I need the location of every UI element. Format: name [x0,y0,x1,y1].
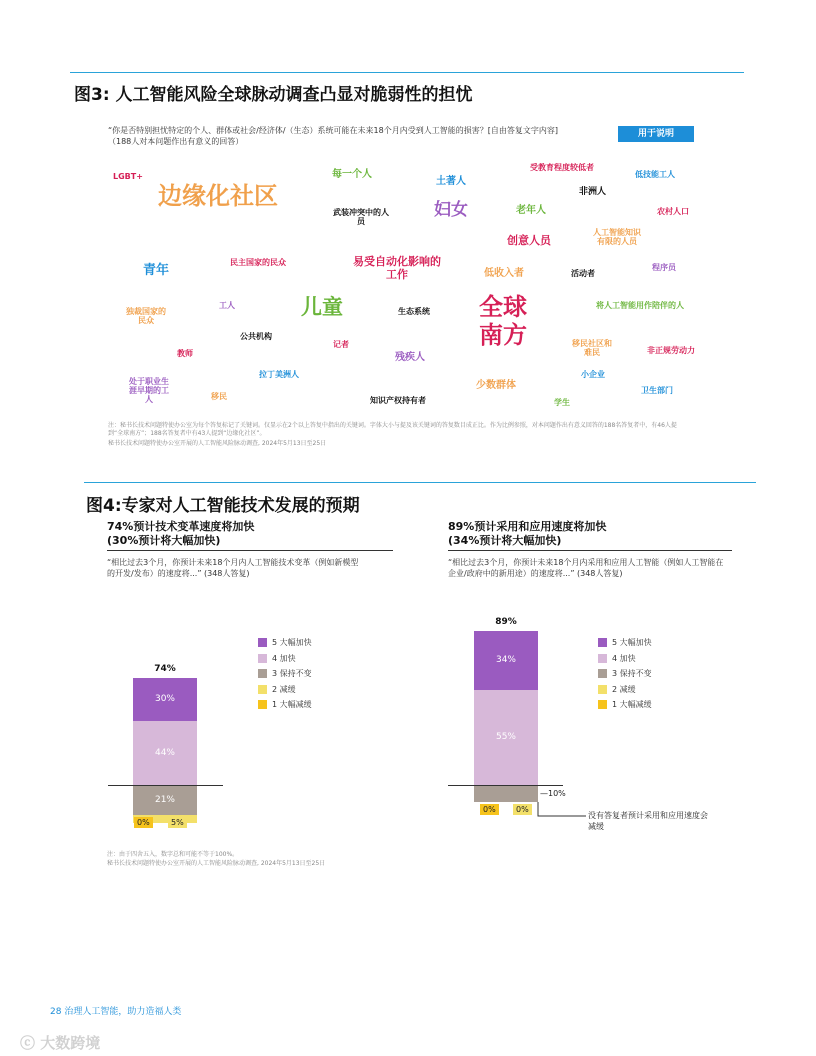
right-callout: 没有答复者预计采用和应用速度会减缓 [588,811,708,831]
left-panel-title-1: 74%预计技术变革速度将加快 [107,520,255,533]
bar-segment: 55% [474,690,538,785]
word-cloud-term: 青年 [143,263,170,278]
word-cloud-term: LGBT+ [113,172,143,181]
legend-item: 5 大幅加快 [598,635,652,651]
zero-baseline [448,785,563,786]
word-cloud-term: 公共机构 [240,332,272,341]
legend-item: 2 减缓 [258,682,312,698]
word-cloud-term: 低收入者 [484,268,524,279]
word-cloud-term: 儿童 [301,295,343,319]
right-legend [598,635,652,713]
left-panel-question: “相比过去3个月，你预计未来18个月内人工智能技术变革（例如新模型的开发/发布）的速度将...” (348人答复) [107,558,359,578]
illustration-badge: 用于说明 [618,126,694,142]
top-rule [70,72,744,73]
figure-4-rule [84,482,756,483]
legend-item: 4 加快 [258,651,312,667]
word-cloud-term: 处于职业生涯早期的工人 [129,377,169,405]
zero-baseline [108,785,223,786]
word-cloud-term: 老年人 [516,205,546,216]
watermark: ⓒ 大数跨境 [20,1034,101,1052]
figure-3-title: 图3: 人工智能风险全球脉动调查凸显对脆弱性的担忧 [74,85,473,105]
word-cloud-term: 卫生部门 [641,386,673,395]
figure-4-note: 注：由于四舍五入，数字总和可能不等于100%。 [107,851,239,858]
word-cloud-term: 拉丁美洲人 [259,370,299,379]
word-cloud-term: 非正规劳动力 [647,346,695,355]
word-cloud-term: 程序员 [652,263,676,272]
right-panel-rule [448,550,732,551]
word-cloud-term: 残疾人 [395,352,425,363]
word-cloud-term: 移民 [211,392,227,401]
word-cloud-term: 移民社区和难民 [572,339,612,358]
word-cloud-term: 农村人口 [657,207,689,216]
left-legend [258,635,312,713]
right-panel-title-1: 89%预计采用和应用速度将加快 [448,520,607,533]
word-cloud-term: 创意人员 [507,234,551,247]
page-footer: 28 治理人工智能，助力造福人类 [50,1007,182,1017]
word-cloud-term: 民主国家的民众 [230,258,286,267]
word-cloud-term: 易受自动化影响的工作 [353,255,441,281]
word-cloud-term: 知识产权持有者 [370,396,426,405]
word-cloud-term: 记者 [333,340,349,349]
callout-line [530,800,590,830]
legend-item: 4 加快 [598,651,652,667]
word-cloud-term: 生态系统 [398,307,430,316]
word-cloud-term: 学生 [554,398,570,407]
word-cloud-term: 受教育程度较低者 [530,163,594,172]
total-label: 74% [154,663,176,674]
word-cloud-term: 工人 [219,301,235,310]
legend-item: 3 保持不变 [258,666,312,682]
legend-item: 1 大幅减缓 [258,697,312,713]
bar-segment: 30% [133,678,197,722]
legend-item: 1 大幅减缓 [598,697,652,713]
data-label: 5% [168,817,187,828]
right-panel-title-2: (34%预计将大幅加快) [448,534,562,547]
word-cloud-term: 小企业 [581,370,605,379]
total-label: 89% [495,617,517,628]
data-label: 0% [513,804,532,815]
figure-4-source: 秘书长技术问题特使办公室开展的人工智能风险脉动调查, 2024年5月13日至25日 [107,860,326,867]
legend-item: 5 大幅加快 [258,635,312,651]
word-cloud-term: 低技能工人 [635,170,675,179]
left-panel-title-2: (30%预计将大幅加快) [107,534,221,547]
word-cloud-term: 人工智能知识有限的人员 [593,228,641,247]
figure-3-question: “你是否特别担忧特定的个人、群体或社会/经济体/（生态）系统可能在未来18个月内受到人工智能的损害？[自由答复文字内容]（188人对本问题作出有意义的回答） [108,126,558,146]
word-cloud-term: 每一个人 [332,169,372,180]
legend-item: 2 减缓 [598,682,652,698]
word-cloud-term: 活动者 [571,269,595,278]
word-cloud-term: 非洲人 [579,187,607,197]
right-panel-question: “相比过去3个月，你预计未来18个月内采用和应用人工智能（例如人工智能在企业/政府中的新用途）的速度将...” (348人答复) [448,558,724,578]
word-cloud-term: 独裁国家的民众 [126,307,166,326]
word-cloud-term: 将人工智能用作陪伴的人 [596,301,684,310]
word-cloud-term: 教师 [177,349,193,358]
word-cloud-term: 全球南方 [479,293,527,349]
bar-segment: 34% [474,631,538,690]
bar-segment [474,785,538,802]
legend-item: 3 保持不变 [598,666,652,682]
bar-segment: 44% [133,721,197,785]
data-label: 0% [134,817,153,828]
word-cloud-term: 少数群体 [476,380,516,391]
data-label: —10% [540,789,566,798]
data-label: 0% [480,804,499,815]
bar-segment: 21% [133,785,197,815]
word-cloud-term: 土著人 [436,176,466,187]
figure-3-source: 秘书长技术问题特使办公室开展的人工智能风险脉动调查, 2024年5月13日至25日 [108,440,327,447]
left-panel-rule [107,550,393,551]
word-cloud-term: 边缘化社区 [158,182,278,210]
figure-4-title: 图4:专家对人工智能技术发展的预期 [86,496,360,516]
word-cloud-term: 武装冲突中的人员 [333,208,389,227]
word-cloud-term: 妇女 [434,200,468,220]
watermark-logo-icon: ⓒ [20,1034,41,1052]
figure-3-note: 注：秘书长技术问题特使办公室为每个答复标记了关键词。仅显示在2个以上答复中指出的关键词。字体大小与提及该关键词的答复数目成正比。作为比例参照，对本问题作出有意义回答的188名答复者中，有46人提到“全球南方”；188名答复者中有43人提到“边缘化社区”。 [108,422,677,437]
